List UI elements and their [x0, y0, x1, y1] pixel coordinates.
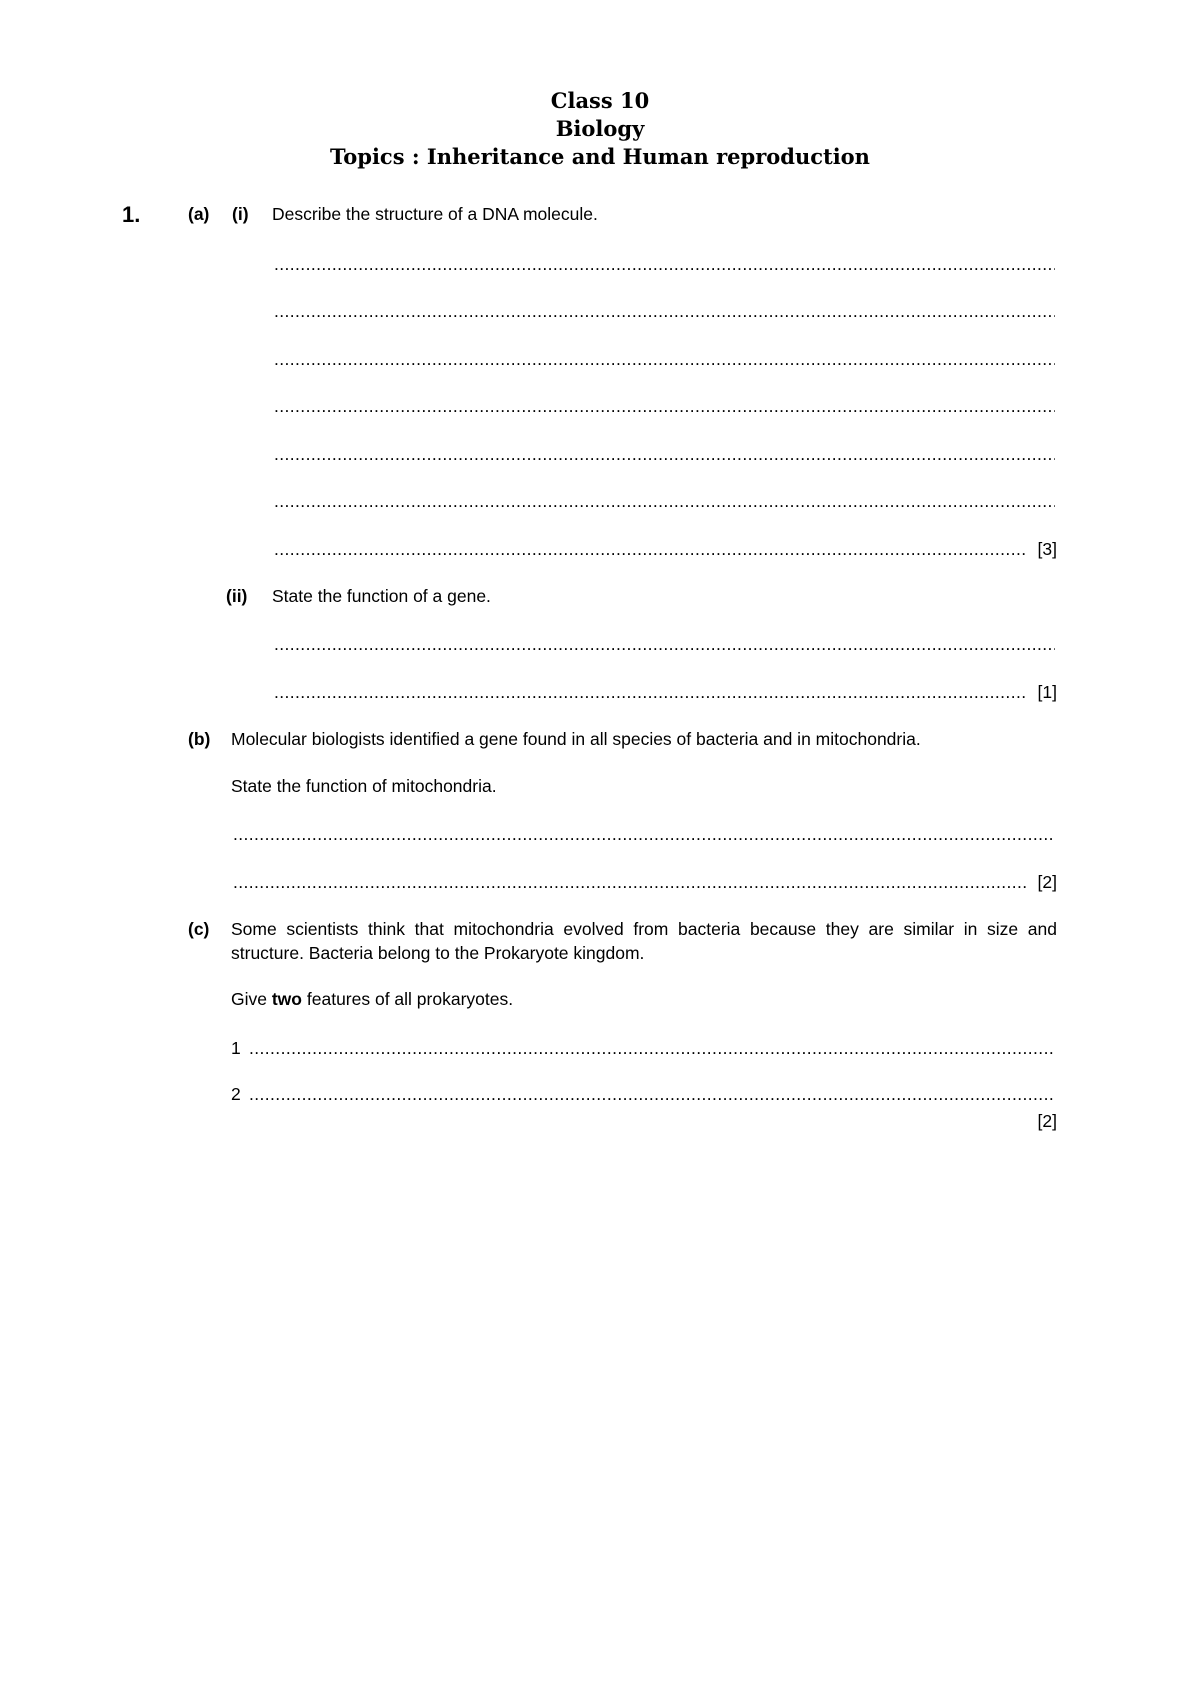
answer-1-label: 1: [231, 1038, 241, 1058]
title-class: Class 10: [550, 88, 650, 113]
sub-i-question: Describe the structure of a DNA molecule.: [272, 204, 598, 224]
prompt-pre: Give: [231, 989, 267, 1009]
part-b-label: (b): [188, 729, 211, 749]
sub-ii-label: (ii): [226, 586, 248, 606]
answer-line[interactable]: [274, 395, 1055, 417]
answer-line[interactable]: [274, 681, 1028, 703]
answer-line[interactable]: [249, 1083, 1055, 1105]
answer-line[interactable]: [274, 253, 1055, 275]
title-subject: Biology: [555, 116, 645, 141]
prompt-post: features of all prokaryotes.: [306, 989, 514, 1009]
title-topics: Topics : Inheritance and Human reproduction: [330, 144, 870, 169]
answer-line[interactable]: [274, 443, 1055, 465]
answer-line[interactable]: [233, 871, 1028, 893]
marks-part-b: [2]: [1037, 872, 1057, 892]
part-a-label: (a): [188, 204, 210, 224]
marks-part-c: [2]: [1037, 1111, 1057, 1131]
question-number: 1.: [122, 202, 141, 227]
marks-sub-ii: [1]: [1037, 682, 1057, 702]
answer-line[interactable]: [249, 1037, 1055, 1059]
sub-ii-question: State the function of a gene.: [272, 586, 491, 606]
part-b-question: Molecular biologists identified a gene found in all species of bacteria and in mitochondria.: [231, 729, 921, 749]
part-b-prompt: State the function of mitochondria.: [231, 776, 497, 796]
answer-2-label: 2: [231, 1084, 241, 1104]
answer-line[interactable]: [274, 490, 1055, 512]
answer-line[interactable]: [274, 633, 1055, 655]
part-c-prompt: [231, 988, 513, 1010]
answer-line[interactable]: [274, 538, 1028, 560]
answer-line[interactable]: [274, 348, 1055, 370]
part-c-label: (c): [188, 919, 210, 939]
part-c-question: Some scientists think that mitochondria evolved from bacteria because they are similar in size and structure. Bacteria belong to the Prokaryote kingdom.: [231, 919, 1057, 963]
sub-i-label: (i): [232, 204, 249, 224]
prompt-emphasis: two: [271, 989, 302, 1009]
marks-sub-i: [3]: [1037, 539, 1057, 559]
answer-line[interactable]: [233, 823, 1055, 845]
answer-line[interactable]: [274, 300, 1055, 322]
